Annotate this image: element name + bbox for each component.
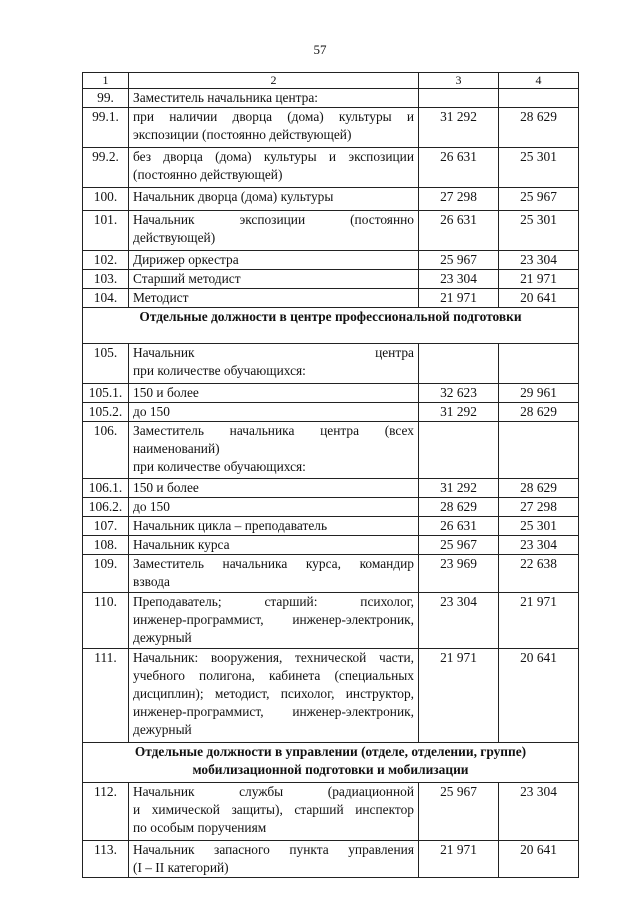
salary-col-3: 31 292	[419, 479, 499, 498]
position-title-line: Заместитель начальника центра (всех	[133, 423, 414, 438]
header-col-2: 2	[129, 73, 419, 89]
section-title-line: Отдельные должности в центре профессиональной подготовки	[139, 309, 522, 324]
salary-col-4: 23 304	[499, 783, 579, 841]
position-title	[129, 593, 419, 649]
position-title-line: дежурный	[133, 630, 192, 645]
position-title-line: инженер-программист, инженер-электроник,	[133, 612, 414, 627]
table-row	[83, 211, 579, 251]
table-row	[83, 841, 579, 878]
position-title	[129, 403, 419, 422]
salary-col-4: 28 629	[499, 479, 579, 498]
table-row	[83, 148, 579, 188]
table-row	[83, 422, 579, 479]
row-number: 99.	[83, 89, 129, 108]
position-title-line: Начальник цикла – преподаватель	[133, 518, 328, 533]
position-title-line: Начальник запасного пункта управления	[133, 842, 414, 857]
salary-col-3: 26 631	[419, 211, 499, 251]
salary-col-4: 23 304	[499, 536, 579, 555]
salary-col-4: 25 301	[499, 517, 579, 536]
salary-col-4: 22 638	[499, 555, 579, 593]
position-title-line: Начальник службы (радиационной	[133, 784, 414, 799]
salary-table	[82, 72, 579, 878]
table-header-row	[83, 73, 579, 89]
row-number: 99.1.	[83, 108, 129, 148]
salary-col-4: 28 629	[499, 108, 579, 148]
position-title	[129, 108, 419, 148]
salary-col-4	[499, 422, 579, 479]
row-number: 105.1.	[83, 384, 129, 403]
position-title-line: при наличии дворца (дома) культуры и	[133, 109, 414, 124]
table-row	[83, 783, 579, 841]
position-title-line: экспозиции (постоянно действующей)	[133, 127, 352, 142]
row-number: 107.	[83, 517, 129, 536]
salary-col-4: 25 967	[499, 188, 579, 211]
salary-col-3: 27 298	[419, 188, 499, 211]
position-title-line: Методист	[133, 290, 189, 305]
position-title-line: наименований)	[133, 441, 220, 456]
table-row	[83, 555, 579, 593]
row-number: 101.	[83, 211, 129, 251]
salary-col-3	[419, 344, 499, 384]
section-title	[83, 308, 579, 344]
position-title	[129, 536, 419, 555]
page-number: 57	[313, 42, 327, 57]
position-title-line: Преподаватель; старший: психолог,	[133, 594, 414, 609]
position-title	[129, 841, 419, 878]
position-title-line: инженер-программист, инженер-электроник,	[133, 704, 414, 719]
position-title	[129, 384, 419, 403]
row-number: 106.	[83, 422, 129, 479]
salary-col-4: 21 971	[499, 270, 579, 289]
position-title	[129, 344, 419, 384]
position-title-line: Начальник дворца (дома) культуры	[133, 189, 334, 204]
table-row	[83, 289, 579, 308]
row-number: 105.	[83, 344, 129, 384]
salary-col-3: 26 631	[419, 148, 499, 188]
salary-col-3: 23 969	[419, 555, 499, 593]
salary-col-4	[499, 344, 579, 384]
table-row	[83, 344, 579, 384]
row-number: 112.	[83, 783, 129, 841]
salary-col-3: 21 971	[419, 289, 499, 308]
row-number: 102.	[83, 251, 129, 270]
section-title	[83, 743, 579, 783]
table-row	[83, 108, 579, 148]
position-title-line: действующей)	[133, 230, 216, 245]
table-row	[83, 593, 579, 649]
table-body	[83, 89, 579, 878]
salary-col-4: 25 301	[499, 211, 579, 251]
position-title-line: Начальник: вооружения, технической части,	[133, 650, 414, 665]
salary-col-3: 23 304	[419, 593, 499, 649]
position-title-line: по особым поручениям	[133, 820, 267, 835]
position-title-line: дисциплин); методист, психолог, инструктор,	[133, 686, 414, 701]
position-title-line: и химической защиты), старший инспектор	[133, 802, 414, 817]
position-title-line: 150 и более	[133, 385, 199, 400]
salary-col-3	[419, 89, 499, 108]
position-title	[129, 649, 419, 743]
position-title-line: без дворца (дома) культуры и экспозиции	[133, 149, 414, 164]
salary-col-4: 29 961	[499, 384, 579, 403]
salary-col-3: 25 967	[419, 251, 499, 270]
row-number: 106.2.	[83, 498, 129, 517]
salary-col-4: 27 298	[499, 498, 579, 517]
position-title-line: взвода	[133, 574, 170, 589]
salary-col-4: 21 971	[499, 593, 579, 649]
position-title-line: Начальник экспозиции (постоянно	[133, 212, 414, 227]
salary-col-3: 21 971	[419, 841, 499, 878]
header-col-1: 1	[83, 73, 129, 89]
position-title-line: при количестве обучающихся:	[133, 363, 306, 378]
section-header-row	[83, 308, 579, 344]
position-title-line: 150 и более	[133, 480, 199, 495]
position-title-line: (постоянно действующей)	[133, 167, 283, 182]
table-row	[83, 536, 579, 555]
position-title-line: Старший методист	[133, 271, 241, 286]
position-title	[129, 479, 419, 498]
salary-col-3: 25 967	[419, 536, 499, 555]
table-row	[83, 517, 579, 536]
position-title-line: Заместитель начальника центра:	[133, 90, 319, 105]
position-title-line: учебного полигона, кабинета (специальных	[133, 668, 414, 683]
salary-col-4: 28 629	[499, 403, 579, 422]
salary-col-3: 23 304	[419, 270, 499, 289]
position-title	[129, 289, 419, 308]
position-title	[129, 555, 419, 593]
position-title	[129, 422, 419, 479]
salary-col-4: 25 301	[499, 148, 579, 188]
salary-col-4: 20 641	[499, 841, 579, 878]
table-row	[83, 403, 579, 422]
row-number: 99.2.	[83, 148, 129, 188]
salary-col-4: 20 641	[499, 289, 579, 308]
table-row	[83, 384, 579, 403]
salary-col-3: 21 971	[419, 649, 499, 743]
position-title-line: дежурный	[133, 722, 192, 737]
row-number: 110.	[83, 593, 129, 649]
salary-col-3: 25 967	[419, 783, 499, 841]
position-title-line: Заместитель начальника курса, командир	[133, 556, 414, 571]
header-col-4: 4	[499, 73, 579, 89]
position-title-line: Начальник курса	[133, 537, 230, 552]
position-title-line: Начальник центра	[133, 345, 414, 360]
position-title	[129, 783, 419, 841]
salary-col-3: 26 631	[419, 517, 499, 536]
position-title-line: при количестве обучающихся:	[133, 459, 306, 474]
position-title-line: до 150	[133, 499, 170, 514]
salary-col-3: 28 629	[419, 498, 499, 517]
row-number: 104.	[83, 289, 129, 308]
table-row	[83, 479, 579, 498]
header-col-3: 3	[419, 73, 499, 89]
section-title-line: Отдельные должности в управлении (отделе, отделении, группе)	[134, 744, 527, 759]
section-header-row	[83, 743, 579, 783]
row-number: 111.	[83, 649, 129, 743]
salary-col-3: 31 292	[419, 108, 499, 148]
section-title-line: мобилизационной подготовки и мобилизации	[192, 762, 469, 777]
position-title	[129, 188, 419, 211]
position-title	[129, 517, 419, 536]
row-number: 108.	[83, 536, 129, 555]
position-title	[129, 251, 419, 270]
row-number: 105.2.	[83, 403, 129, 422]
table-row	[83, 251, 579, 270]
position-title-line: до 150	[133, 404, 170, 419]
salary-col-3: 32 623	[419, 384, 499, 403]
salary-col-4: 23 304	[499, 251, 579, 270]
salary-col-4: 20 641	[499, 649, 579, 743]
salary-col-3	[419, 422, 499, 479]
table-row	[83, 498, 579, 517]
position-title-line: Дирижер оркестра	[133, 252, 239, 267]
position-title	[129, 211, 419, 251]
row-number: 113.	[83, 841, 129, 878]
position-title	[129, 498, 419, 517]
position-title	[129, 270, 419, 289]
position-title	[129, 148, 419, 188]
table-row	[83, 270, 579, 289]
salary-col-4	[499, 89, 579, 108]
row-number: 100.	[83, 188, 129, 211]
row-number: 103.	[83, 270, 129, 289]
row-number: 109.	[83, 555, 129, 593]
position-title	[129, 89, 419, 108]
position-title-line: (I – II категорий)	[133, 860, 229, 875]
table-row	[83, 188, 579, 211]
salary-col-3: 31 292	[419, 403, 499, 422]
table-row	[83, 649, 579, 743]
row-number: 106.1.	[83, 479, 129, 498]
table-row	[83, 89, 579, 108]
